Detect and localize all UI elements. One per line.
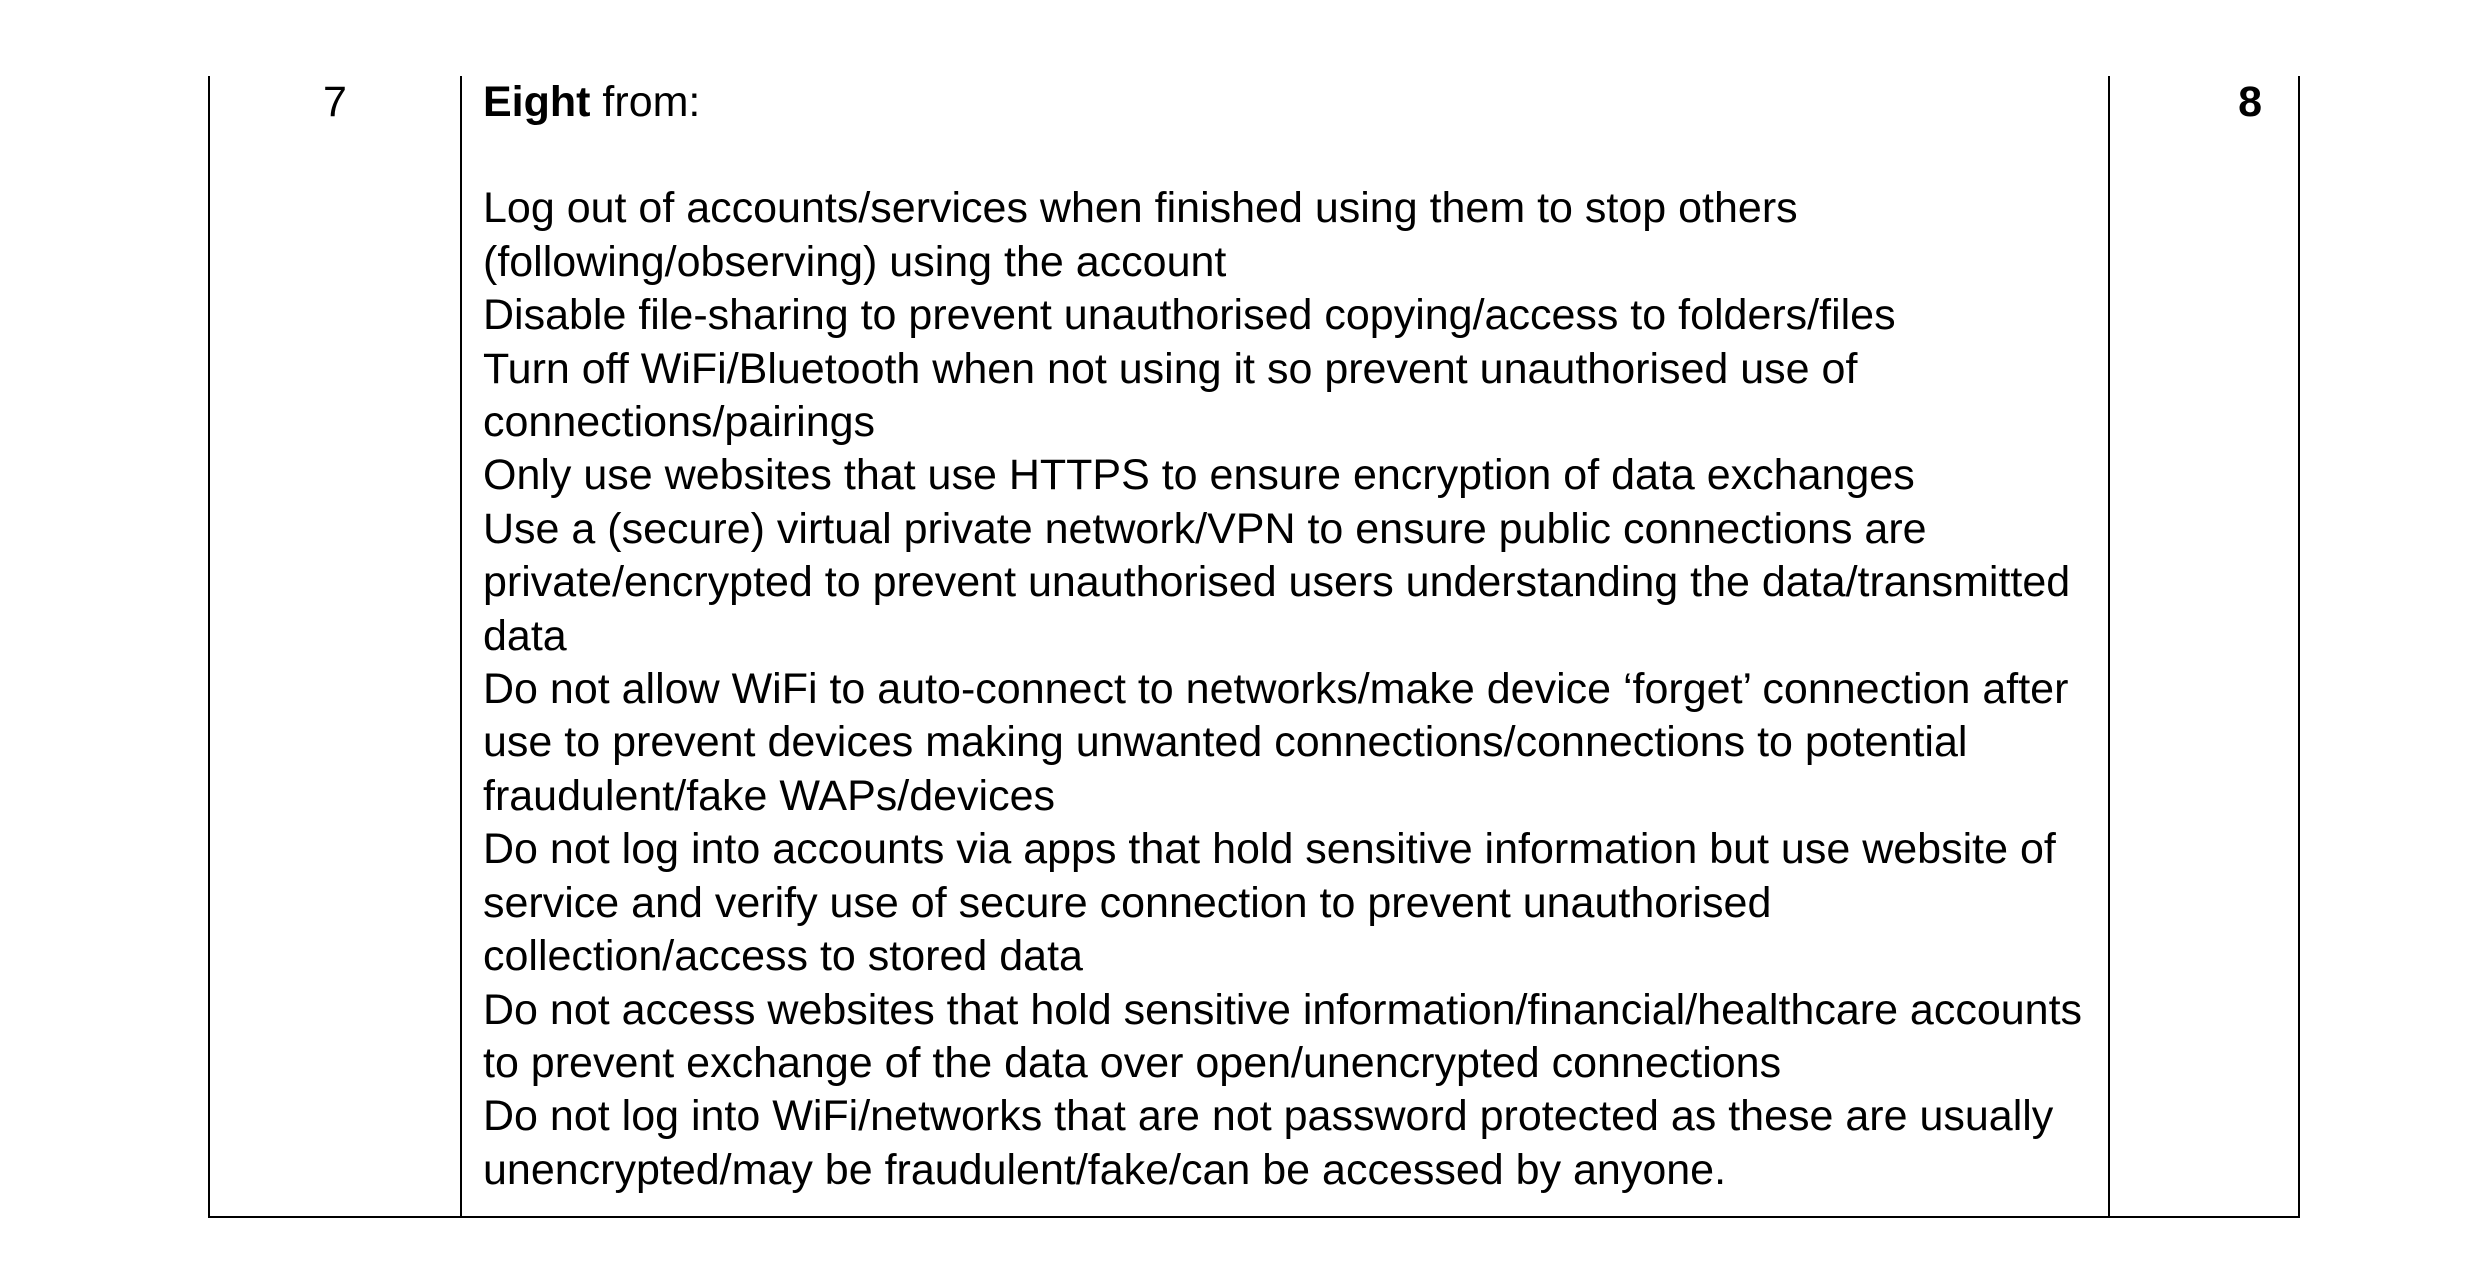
- answer-point: Turn off WiFi/Bluetooth when not using it so prevent unauthorised use of connections/pairings: [483, 344, 1858, 447]
- answer-point: Do not log into accounts via apps that hold sensitive information but use website of service and verify use of secure connection to prevent unauthorised collection/access to stored data: [483, 825, 2056, 981]
- answer-point: Disable file-sharing to prevent unauthorised copying/access to folders/files: [483, 291, 1896, 340]
- answer-cell: [483, 76, 2098, 1197]
- answer-point: Log out of accounts/services when finished using them to stop others (following/observing) using the account: [483, 184, 1798, 286]
- answer-intro-rest: from:: [590, 78, 701, 126]
- question-number-cell: 7: [323, 78, 347, 126]
- column-divider-left: [460, 76, 462, 1216]
- answer-intro: [483, 76, 2098, 129]
- mark-scheme-table: [208, 76, 2300, 1218]
- answer-point: Only use websites that use HTTPS to ensure encryption of data exchanges: [483, 451, 1915, 500]
- answer-point: Use a (secure) virtual private network/VPN to ensure public connections are private/encrypted to prevent unauthorised users understanding the data/transmitted data: [483, 504, 2071, 660]
- answer-point: Do not access websites that hold sensitive information/financial/healthcare accounts to prevent exchange of the data over open/unencrypted connections: [483, 985, 2083, 1087]
- column-divider-right: [2108, 76, 2110, 1216]
- answer-point: Do not log into WiFi/networks that are not password protected as these are usually unencrypted/may be fraudulent/fake/can be accessed by anyone.: [483, 1092, 2054, 1194]
- answer-intro-bold: Eight: [483, 78, 591, 126]
- answer-point: Do not allow WiFi to auto-connect to networks/make device ‘forget’ connection after use to prevent devices making unwanted connections/connections to potential fraudulent/fake WAPs/devices: [483, 665, 2069, 820]
- marks-cell: 8: [2238, 78, 2262, 126]
- answer-points-list: [483, 182, 2098, 1197]
